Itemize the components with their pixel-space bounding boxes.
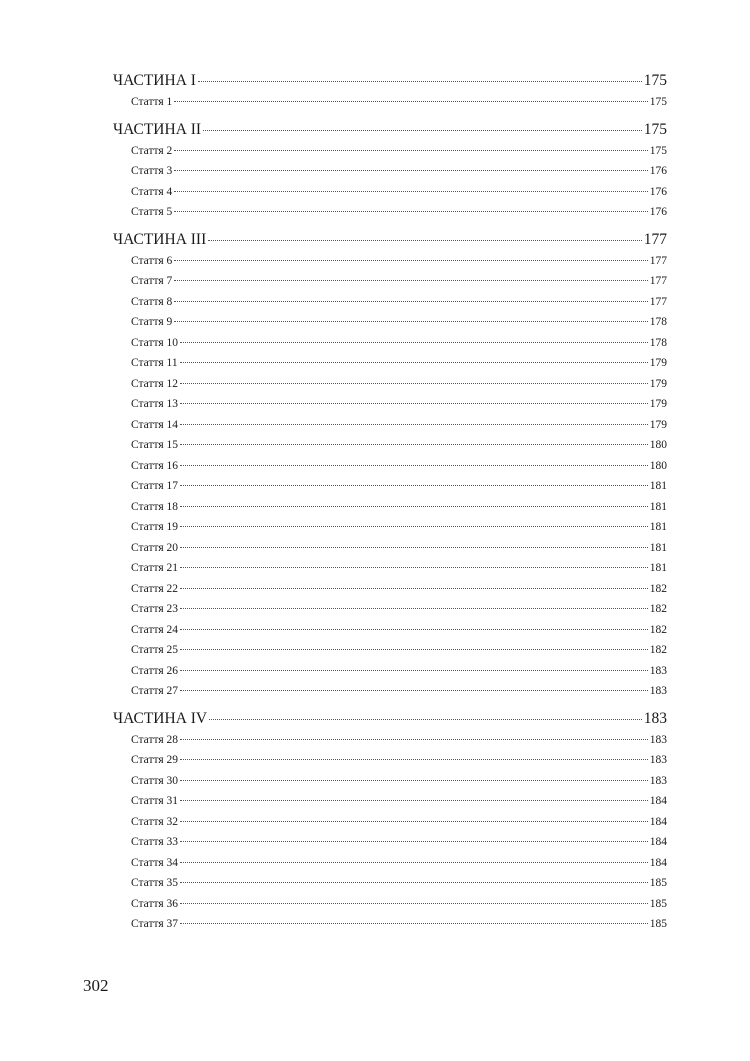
toc-article-title: Стаття 30 (131, 774, 179, 787)
toc-article-entry[interactable] (113, 460, 667, 481)
toc-article-entry[interactable] (113, 644, 667, 665)
dot-leader (174, 321, 647, 322)
toc-article-title: Стаття 22 (131, 582, 179, 595)
toc-article-title: Стаття 32 (131, 815, 179, 828)
dot-leader (209, 719, 642, 720)
dot-leader (180, 547, 648, 548)
toc-article-title: Стаття 17 (131, 480, 179, 492)
toc-article-entry[interactable] (113, 145, 667, 166)
toc-page-number: 181 (649, 480, 667, 492)
dot-leader (180, 526, 648, 527)
toc-article-entry[interactable] (113, 206, 667, 227)
table-of-contents (113, 72, 667, 943)
toc-page-number: 184 (649, 815, 667, 828)
toc-page-number: 183 (649, 774, 667, 787)
toc-page-number: 179 (649, 398, 667, 410)
toc-part-entry[interactable] (113, 710, 667, 734)
toc-page-number: 185 (649, 897, 667, 910)
toc-article-title: Стаття 35 (131, 877, 179, 889)
toc-article-title: Стаття 16 (131, 459, 179, 472)
dot-leader (180, 342, 648, 343)
dot-leader (180, 862, 648, 863)
toc-page-number: 182 (649, 623, 667, 636)
toc-article-title: Стаття 21 (131, 562, 179, 574)
dot-leader (180, 629, 648, 630)
toc-article-title: Стаття 8 (131, 295, 173, 308)
toc-part-title: ЧАСТИНА II (113, 120, 202, 138)
toc-part-title: ЧАСТИНА III (113, 230, 207, 248)
toc-article-entry[interactable] (113, 398, 667, 419)
toc-page-number: 185 (649, 918, 667, 930)
toc-article-entry[interactable] (113, 337, 667, 358)
toc-page-number: 183 (649, 685, 667, 697)
toc-article-title: Стаття 36 (131, 897, 179, 910)
toc-page-number: 175 (649, 96, 667, 108)
toc-page-number: 180 (649, 439, 667, 451)
toc-article-entry[interactable] (113, 816, 667, 837)
toc-page-number: 177 (649, 254, 667, 267)
dot-leader (180, 759, 648, 760)
dot-leader (174, 191, 647, 192)
toc-page-number: 183 (649, 754, 667, 766)
toc-article-entry[interactable] (113, 521, 667, 542)
toc-page-number: 183 (649, 664, 667, 677)
dot-leader (180, 882, 648, 883)
dot-leader (180, 690, 648, 691)
toc-article-entry[interactable] (113, 275, 667, 296)
toc-article-entry[interactable] (113, 501, 667, 522)
dot-leader (174, 170, 647, 171)
dot-leader (180, 800, 648, 801)
toc-page-number: 183 (643, 709, 667, 727)
toc-page-number: 179 (649, 357, 667, 369)
toc-article-title: Стаття 9 (131, 316, 173, 328)
dot-leader (180, 444, 648, 445)
dot-leader (208, 240, 642, 241)
dot-leader (174, 101, 647, 102)
toc-article-entry[interactable] (113, 583, 667, 604)
toc-page-number: 184 (649, 836, 667, 848)
toc-article-entry[interactable] (113, 542, 667, 563)
toc-page-number: 179 (649, 377, 667, 390)
toc-page-number: 176 (649, 206, 667, 218)
toc-article-title: Стаття 28 (131, 733, 179, 746)
toc-page-number: 178 (649, 336, 667, 349)
dot-leader (180, 588, 648, 589)
toc-article-title: Стаття 14 (131, 418, 179, 431)
dot-leader (180, 841, 648, 842)
toc-article-title: Стаття 7 (131, 275, 173, 287)
dot-leader (174, 150, 647, 151)
toc-article-title: Стаття 18 (131, 500, 179, 513)
toc-article-title: Стаття 37 (131, 918, 179, 930)
toc-article-title: Стаття 13 (131, 398, 179, 410)
toc-article-entry[interactable] (113, 836, 667, 857)
toc-part-entry[interactable] (113, 121, 667, 145)
toc-page-number: 184 (649, 795, 667, 807)
toc-part-block (113, 710, 667, 939)
toc-part-title: ЧАСТИНА IV (113, 709, 208, 727)
toc-page-number: 185 (649, 877, 667, 889)
dot-leader (180, 923, 648, 924)
toc-article-title: Стаття 3 (131, 165, 173, 177)
toc-article-title: Стаття 6 (131, 254, 173, 267)
toc-page-number: 181 (649, 500, 667, 513)
toc-page-number: 182 (649, 603, 667, 615)
toc-page-number: 177 (649, 275, 667, 287)
toc-article-title: Стаття 11 (131, 357, 178, 369)
toc-article-title: Стаття 23 (131, 603, 179, 615)
toc-article-title: Стаття 26 (131, 664, 179, 677)
page-number: 302 (83, 976, 109, 995)
toc-article-entry[interactable] (113, 775, 667, 796)
toc-part-block (113, 121, 667, 227)
toc-article-title: Стаття 34 (131, 856, 179, 869)
toc-article-entry[interactable] (113, 419, 667, 440)
toc-article-title: Стаття 20 (131, 541, 179, 554)
toc-page-number: 177 (649, 295, 667, 308)
toc-article-title: Стаття 2 (131, 144, 173, 157)
dot-leader (203, 130, 642, 131)
toc-page-number: 183 (649, 733, 667, 746)
toc-article-entry[interactable] (113, 685, 667, 706)
toc-page-number: 180 (649, 459, 667, 472)
toc-article-title: Стаття 1 (131, 96, 173, 108)
dot-leader (180, 465, 648, 466)
toc-article-title: Стаття 5 (131, 206, 173, 218)
toc-article-title: Стаття 29 (131, 754, 179, 766)
toc-article-entry[interactable] (113, 795, 667, 816)
dot-leader (180, 424, 648, 425)
toc-article-entry[interactable] (113, 754, 667, 775)
dot-leader (180, 362, 648, 363)
toc-page-number: 176 (649, 165, 667, 177)
toc-article-entry[interactable] (113, 603, 667, 624)
dot-leader (180, 403, 648, 404)
toc-part-entry[interactable] (113, 72, 667, 96)
toc-article-entry[interactable] (113, 624, 667, 645)
toc-page-number: 175 (649, 144, 667, 157)
toc-article-entry[interactable] (113, 357, 667, 378)
toc-article-entry[interactable] (113, 734, 667, 755)
toc-page-number: 179 (649, 418, 667, 431)
toc-article-title: Стаття 4 (131, 185, 173, 198)
toc-article-entry[interactable] (113, 186, 667, 207)
toc-article-entry[interactable] (113, 898, 667, 919)
dot-leader (180, 567, 648, 568)
toc-part-title: ЧАСТИНА I (113, 72, 196, 89)
toc-article-entry[interactable] (113, 296, 667, 317)
toc-article-entry[interactable] (113, 96, 667, 117)
dot-leader (180, 608, 648, 609)
toc-article-entry[interactable] (113, 165, 667, 186)
dot-leader (180, 903, 648, 904)
toc-article-entry[interactable] (113, 857, 667, 878)
toc-page-number: 181 (649, 562, 667, 574)
dot-leader (180, 670, 648, 671)
toc-page-number: 181 (649, 541, 667, 554)
toc-article-entry[interactable] (113, 316, 667, 337)
toc-page-number: 184 (649, 856, 667, 869)
toc-article-title: Стаття 33 (131, 836, 179, 848)
toc-article-title: Стаття 19 (131, 521, 179, 533)
toc-article-title: Стаття 27 (131, 685, 179, 697)
toc-article-title: Стаття 12 (131, 377, 179, 390)
toc-article-title: Стаття 25 (131, 644, 179, 656)
toc-article-entry[interactable] (113, 918, 667, 939)
toc-article-title: Стаття 10 (131, 336, 179, 349)
dot-leader (180, 739, 648, 740)
toc-article-entry[interactable] (113, 665, 667, 686)
toc-page-number: 181 (649, 521, 667, 533)
toc-page-number: 176 (649, 185, 667, 198)
toc-page-number: 175 (643, 120, 667, 138)
toc-page-number: 175 (643, 72, 667, 89)
toc-page-number: 182 (649, 582, 667, 595)
toc-article-title: Стаття 31 (131, 795, 179, 807)
toc-page-number: 182 (649, 644, 667, 656)
toc-part-block (113, 72, 667, 117)
dot-leader (180, 821, 648, 822)
dot-leader (174, 301, 647, 302)
toc-article-entry[interactable] (113, 562, 667, 583)
toc-page-number: 178 (649, 316, 667, 328)
dot-leader (174, 280, 647, 281)
dot-leader (174, 211, 647, 212)
dot-leader (198, 81, 642, 82)
toc-page-number: 177 (643, 230, 667, 248)
dot-leader (180, 506, 648, 507)
dot-leader (180, 485, 648, 486)
toc-article-entry[interactable] (113, 378, 667, 399)
toc-article-title: Стаття 24 (131, 623, 179, 636)
toc-part-entry[interactable] (113, 231, 667, 255)
dot-leader (180, 383, 648, 384)
toc-article-entry[interactable] (113, 439, 667, 460)
dot-leader (180, 649, 648, 650)
toc-article-entry[interactable] (113, 480, 667, 501)
dot-leader (180, 780, 648, 781)
toc-article-title: Стаття 15 (131, 439, 179, 451)
toc-article-entry[interactable] (113, 877, 667, 898)
toc-article-entry[interactable] (113, 255, 667, 276)
dot-leader (174, 260, 647, 261)
toc-part-block (113, 231, 667, 706)
